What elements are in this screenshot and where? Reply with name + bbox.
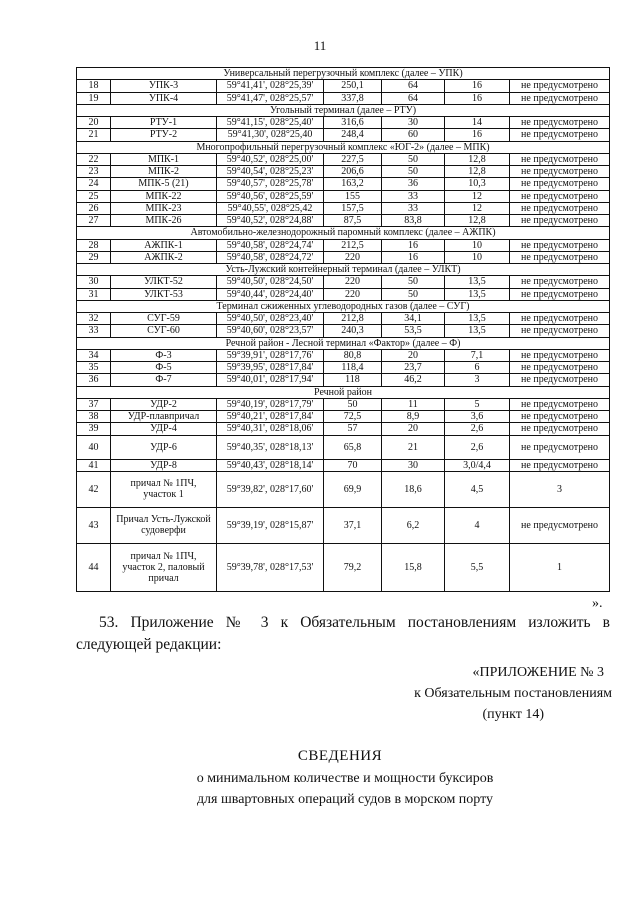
cell-n: 39: [77, 423, 111, 435]
table-row: [77, 507, 610, 543]
appendix-reference: к Обязательным постановлениям: [414, 686, 612, 701]
cell-n: 44: [77, 543, 111, 591]
cell-n: 26: [77, 202, 111, 214]
cell-length: 87,5: [324, 215, 382, 227]
cell-n: 23: [77, 166, 111, 178]
cell-width: 64: [382, 92, 445, 104]
cell-coords: 59°40,44', 028°24,40': [217, 288, 324, 300]
cell-name: СУГ-59: [111, 313, 217, 325]
cell-depth: 3,6: [445, 411, 510, 423]
closing-quote: ».: [592, 596, 603, 611]
section-row: [77, 337, 610, 349]
cell-coords: 59°39,91', 028°17,76': [217, 349, 324, 361]
cell-name: причал № 1ПЧ, участок 2, паловый причал: [111, 543, 217, 591]
cell-name: Причал Усть-Лужской судоверфи: [111, 507, 217, 543]
cell-note: не предусмотрено: [510, 507, 610, 543]
cell-width: 6,2: [382, 507, 445, 543]
cell-name: АЖПК-2: [111, 251, 217, 263]
cell-note: не предусмотрено: [510, 129, 610, 141]
cell-length: 72,5: [324, 411, 382, 423]
cell-name: причал № 1ПЧ, участок 1: [111, 471, 217, 507]
cell-length: 80,8: [324, 349, 382, 361]
cell-note: не предусмотрено: [510, 202, 610, 214]
cell-length: 248,4: [324, 129, 382, 141]
cell-name: МПК-23: [111, 202, 217, 214]
cell-length: 227,5: [324, 153, 382, 165]
cell-n: 42: [77, 471, 111, 507]
cell-name: Ф-3: [111, 349, 217, 361]
cell-n: 19: [77, 92, 111, 104]
cell-width: 8,9: [382, 411, 445, 423]
cell-width: 36: [382, 178, 445, 190]
cell-depth: 12,8: [445, 153, 510, 165]
cell-coords: 59°40,01', 028°17,94': [217, 374, 324, 386]
cell-depth: 13,5: [445, 276, 510, 288]
cell-note: не предусмотрено: [510, 349, 610, 361]
cell-coords: 59°40,19', 028°17,79': [217, 398, 324, 410]
cell-width: 11: [382, 398, 445, 410]
section-title: Угольный терминал (далее – РТУ): [77, 104, 610, 116]
cell-depth: 12: [445, 202, 510, 214]
cell-note: не предусмотрено: [510, 313, 610, 325]
cell-note: не предусмотрено: [510, 459, 610, 471]
cell-width: 20: [382, 349, 445, 361]
cell-length: 206,6: [324, 166, 382, 178]
cell-depth: 3: [445, 374, 510, 386]
cell-n: 36: [77, 374, 111, 386]
table-row: [77, 251, 610, 263]
cell-n: 25: [77, 190, 111, 202]
cell-length: 163,2: [324, 178, 382, 190]
cell-width: 50: [382, 153, 445, 165]
cell-coords: 59°39,82', 028°17,60': [217, 471, 324, 507]
cell-width: 53,5: [382, 325, 445, 337]
cell-name: МПК-26: [111, 215, 217, 227]
cell-note: не предусмотрено: [510, 435, 610, 459]
cell-coords: 59°40,54', 028°25,23': [217, 166, 324, 178]
section-title: Терминал сжиженных углеводородных газов (далее – СУГ): [77, 300, 610, 312]
cell-depth: 4: [445, 507, 510, 543]
cell-name: РТУ-1: [111, 117, 217, 129]
cell-n: 33: [77, 325, 111, 337]
section-row: [77, 386, 610, 398]
amendment-text: 53. Приложение № 3 к Обязательным постановлениям изложить в следующей редакции:: [76, 614, 610, 653]
cell-depth: 2,6: [445, 435, 510, 459]
cell-name: УДР-2: [111, 398, 217, 410]
cell-depth: 13,5: [445, 313, 510, 325]
table-row: [77, 374, 610, 386]
cell-width: 64: [382, 80, 445, 92]
table-row: [77, 313, 610, 325]
table-row: [77, 543, 610, 591]
cell-name: МПК-22: [111, 190, 217, 202]
cell-coords: 59°40,31', 028°18,06': [217, 423, 324, 435]
table-row: [77, 349, 610, 361]
cell-name: СУГ-60: [111, 325, 217, 337]
cell-note: не предусмотрено: [510, 398, 610, 410]
cell-length: 316,6: [324, 117, 382, 129]
cell-n: 35: [77, 362, 111, 374]
cell-width: 46,2: [382, 374, 445, 386]
table-row: [77, 178, 610, 190]
section-title: Усть-Лужский контейнерный терминал (далее – УЛКТ): [77, 264, 610, 276]
cell-coords: 59°41,15', 028°25,40': [217, 117, 324, 129]
cell-length: 57: [324, 423, 382, 435]
cell-name: АЖПК-1: [111, 239, 217, 251]
table-row: [77, 153, 610, 165]
cell-note: не предусмотрено: [510, 288, 610, 300]
cell-width: 50: [382, 276, 445, 288]
table-row: [77, 471, 610, 507]
cell-coords: 59°40,52', 028°25,00': [217, 153, 324, 165]
document-title: СВЕДЕНИЯ: [297, 748, 383, 764]
cell-width: 18,6: [382, 471, 445, 507]
cell-note: не предусмотрено: [510, 153, 610, 165]
cell-width: 15,8: [382, 543, 445, 591]
cell-width: 21: [382, 435, 445, 459]
cell-name: УДР-8: [111, 459, 217, 471]
cell-note: не предусмотрено: [510, 276, 610, 288]
table-row: [77, 202, 610, 214]
cell-coords: 59°41,47', 028°25,57': [217, 92, 324, 104]
cell-length: 240,3: [324, 325, 382, 337]
cell-note: не предусмотрено: [510, 411, 610, 423]
cell-name: РТУ-2: [111, 129, 217, 141]
cell-coords: 59°40,52', 028°24,88': [217, 215, 324, 227]
cell-note: не предусмотрено: [510, 251, 610, 263]
table-row: [77, 435, 610, 459]
cell-n: 30: [77, 276, 111, 288]
cell-note: не предусмотрено: [510, 374, 610, 386]
cell-width: 30: [382, 117, 445, 129]
cell-depth: 13,5: [445, 288, 510, 300]
cell-width: 50: [382, 288, 445, 300]
cell-coords: 59°40,21', 028°17,84': [217, 411, 324, 423]
cell-depth: 5,5: [445, 543, 510, 591]
table-row: [77, 276, 610, 288]
cell-coords: 59°40,60', 028°23,57': [217, 325, 324, 337]
cell-n: 40: [77, 435, 111, 459]
cell-depth: 12,8: [445, 215, 510, 227]
cell-note: не предусмотрено: [510, 190, 610, 202]
section-row: [77, 68, 610, 80]
cell-width: 16: [382, 239, 445, 251]
appendix-header: [352, 662, 612, 725]
cell-coords: 59°39,78', 028°17,53': [217, 543, 324, 591]
document-subtitle: [0, 768, 640, 810]
cell-coords: 59°40,56', 028°25,59': [217, 190, 324, 202]
table-row: [77, 80, 610, 92]
cell-length: 220: [324, 288, 382, 300]
cell-length: 155: [324, 190, 382, 202]
table-row: [77, 398, 610, 410]
cell-length: 37,1: [324, 507, 382, 543]
cell-width: 30: [382, 459, 445, 471]
cell-width: 16: [382, 251, 445, 263]
subtitle-line-1: о минимальном количестве и мощности буксиров: [196, 771, 494, 786]
cell-name: МПК-5 (21): [111, 178, 217, 190]
cell-depth: 16: [445, 92, 510, 104]
cell-length: 118: [324, 374, 382, 386]
cell-n: 31: [77, 288, 111, 300]
cell-depth: 14: [445, 117, 510, 129]
cell-coords: 59°41,30', 028°25,40: [217, 129, 324, 141]
cell-depth: 4,5: [445, 471, 510, 507]
cell-coords: 59°40,58', 028°24,72': [217, 251, 324, 263]
cell-length: 69,9: [324, 471, 382, 507]
cell-width: 23,7: [382, 362, 445, 374]
cell-note: не предусмотрено: [510, 166, 610, 178]
cell-note: не предусмотрено: [510, 325, 610, 337]
cell-name: МПК-2: [111, 166, 217, 178]
cell-depth: 2,6: [445, 423, 510, 435]
cell-coords: 59°39,19', 028°15,87': [217, 507, 324, 543]
berths-table: [76, 67, 610, 592]
section-row: [77, 264, 610, 276]
table-body: [77, 68, 610, 592]
cell-coords: 59°40,58', 028°24,74': [217, 239, 324, 251]
cell-note: не предусмотрено: [510, 362, 610, 374]
cell-note: не предусмотрено: [510, 178, 610, 190]
cell-length: 50: [324, 398, 382, 410]
cell-n: 43: [77, 507, 111, 543]
cell-depth: 5: [445, 398, 510, 410]
table-row: [77, 362, 610, 374]
cell-n: 18: [77, 80, 111, 92]
cell-depth: 3,0/4,4: [445, 459, 510, 471]
table-row: [77, 239, 610, 251]
table-row: [77, 215, 610, 227]
cell-n: 28: [77, 239, 111, 251]
cell-depth: 16: [445, 80, 510, 92]
cell-width: 83,8: [382, 215, 445, 227]
table-row: [77, 325, 610, 337]
section-row: [77, 300, 610, 312]
cell-length: 220: [324, 251, 382, 263]
cell-name: УЛКТ-53: [111, 288, 217, 300]
table-row: [77, 459, 610, 471]
cell-name: Ф-5: [111, 362, 217, 374]
cell-width: 34,1: [382, 313, 445, 325]
cell-depth: 10: [445, 251, 510, 263]
cell-note: не предусмотрено: [510, 239, 610, 251]
table-row: [77, 411, 610, 423]
page-number: 11: [313, 38, 327, 53]
cell-coords: 59°40,55', 028°25,42: [217, 202, 324, 214]
cell-length: 337,8: [324, 92, 382, 104]
cell-depth: 10: [445, 239, 510, 251]
section-row: [77, 104, 610, 116]
cell-name: УПК-3: [111, 80, 217, 92]
section-row: [77, 141, 610, 153]
subtitle-line-2: для швартовных операций судов в морском порту: [196, 792, 494, 807]
cell-note: не предусмотрено: [510, 92, 610, 104]
section-title: Автомобильно-железнодорожный паромный комплекс (далее – АЖПК): [77, 227, 610, 239]
section-title: Многопрофильный перегрузочный комплекс «ЮГ-2» (далее – МПК): [77, 141, 610, 153]
cell-note: не предусмотрено: [510, 80, 610, 92]
cell-name: УДР-4: [111, 423, 217, 435]
cell-depth: 12: [445, 190, 510, 202]
cell-width: 33: [382, 202, 445, 214]
cell-name: УПК-4: [111, 92, 217, 104]
cell-n: 41: [77, 459, 111, 471]
table-row: [77, 423, 610, 435]
cell-name: УЛКТ-52: [111, 276, 217, 288]
table-row: [77, 117, 610, 129]
section-title: Универсальный перегрузочный комплекс (далее – УПК): [77, 68, 610, 80]
section-title: Речной район - Лесной терминал «Фактор» (далее – Ф): [77, 337, 610, 349]
table-row: [77, 190, 610, 202]
cell-n: 37: [77, 398, 111, 410]
cell-width: 33: [382, 190, 445, 202]
cell-n: 27: [77, 215, 111, 227]
cell-coords: 59°41,41', 028°25,39': [217, 80, 324, 92]
cell-n: 29: [77, 251, 111, 263]
cell-depth: 7,1: [445, 349, 510, 361]
cell-depth: 6: [445, 362, 510, 374]
cell-length: 79,2: [324, 543, 382, 591]
table-row: [77, 288, 610, 300]
cell-depth: 10,3: [445, 178, 510, 190]
cell-n: 38: [77, 411, 111, 423]
table-row: [77, 129, 610, 141]
cell-length: 70: [324, 459, 382, 471]
cell-width: 50: [382, 166, 445, 178]
section-title: Речной район: [77, 386, 610, 398]
cell-length: 212,8: [324, 313, 382, 325]
cell-width: 60: [382, 129, 445, 141]
cell-note: 1: [510, 543, 610, 591]
cell-coords: 59°40,35', 028°18,13': [217, 435, 324, 459]
cell-n: 24: [77, 178, 111, 190]
cell-n: 22: [77, 153, 111, 165]
appendix-title: «ПРИЛОЖЕНИЕ № 3: [472, 665, 604, 680]
table-row: [77, 166, 610, 178]
cell-length: 220: [324, 276, 382, 288]
cell-name: УДР-плавпричал: [111, 411, 217, 423]
cell-note: 3: [510, 471, 610, 507]
cell-coords: 59°40,50', 028°24,50': [217, 276, 324, 288]
cell-name: МПК-1: [111, 153, 217, 165]
cell-note: не предусмотрено: [510, 117, 610, 129]
cell-depth: 12,8: [445, 166, 510, 178]
cell-n: 32: [77, 313, 111, 325]
cell-length: 157,5: [324, 202, 382, 214]
cell-n: 21: [77, 129, 111, 141]
cell-width: 20: [382, 423, 445, 435]
cell-n: 34: [77, 349, 111, 361]
cell-length: 250,1: [324, 80, 382, 92]
section-row: [77, 227, 610, 239]
cell-coords: 59°40,57', 028°25,78': [217, 178, 324, 190]
cell-note: не предусмотрено: [510, 423, 610, 435]
cell-length: 118,4: [324, 362, 382, 374]
appendix-point: (пункт 14): [482, 707, 544, 722]
amendment-paragraph: [76, 612, 610, 656]
cell-depth: 16: [445, 129, 510, 141]
cell-note: не предусмотрено: [510, 215, 610, 227]
table-row: [77, 92, 610, 104]
cell-depth: 13,5: [445, 325, 510, 337]
cell-length: 65,8: [324, 435, 382, 459]
cell-name: Ф-7: [111, 374, 217, 386]
cell-n: 20: [77, 117, 111, 129]
cell-length: 212,5: [324, 239, 382, 251]
cell-name: УДР-6: [111, 435, 217, 459]
cell-coords: 59°39,95', 028°17,84': [217, 362, 324, 374]
cell-coords: 59°40,50', 028°23,40': [217, 313, 324, 325]
cell-coords: 59°40,43', 028°18,14': [217, 459, 324, 471]
